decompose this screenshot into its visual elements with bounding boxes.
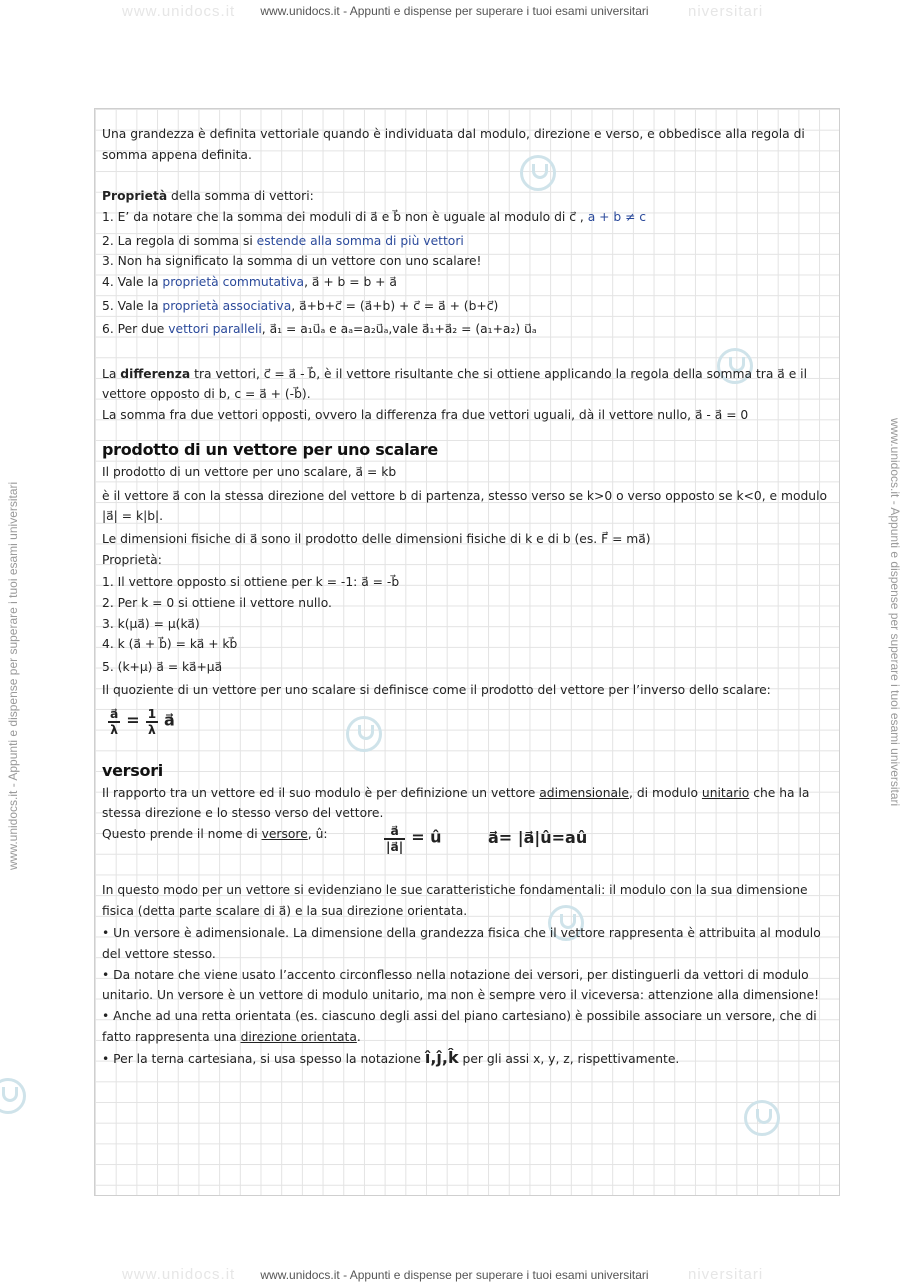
document-body [102,124,832,1069]
difference-paragraph: La differenza tra vettori, c⃗ = a⃗ - b⃗, è il vettore risultante che si ottiene applicando la regola della somma tra a⃗ e il vettore opposto di b, c = a⃗ + (-b⃗). [102,366,808,402]
sum-property-5: 5. Vale la proprietà associativa, a⃗+b+c⃗ = (a⃗+b) + c⃗ = a⃗ + (b+c⃗) [102,298,499,313]
sum-property-6: 6. Per due vettori paralleli, a⃗₁ = a₁u⃗ₐ e aₐ=a₂u⃗ₐ,vale a⃗₁+a⃗₂ = (a₁+a₂) u⃗ₐ [102,322,537,337]
side-watermark-right: www.unidocs.it - Appunti e dispense per superare i tuoi esami universitari [888,418,902,807]
scalar-product-line-1: Il prodotto di un vettore per uno scalare, a⃗ = kb [102,464,397,479]
sum-property-1: 1. E’ da notare che la somma dei moduli di a⃗ e b⃗ non è uguale al modulo di c⃗ , a + b ≠ c [102,209,647,224]
versor-bullet-4: • Per la terna cartesiana, si usa spesso la notazione î,ĵ,k̂ per gli assi x, y, z, rispettivamente. [102,1047,680,1067]
scalar-product-line-3: Le dimensioni fisiche di a⃗ sono il prodotto delle dimensioni fisiche di k e di b (es. F⃗ = ma⃗) [102,531,651,546]
versor-name-row: Questo prende il nome di versore, û: $\frac{a⃗}{|a⃗|}$ = û a⃗= |a⃗|û=aû [102,823,588,854]
versor-bullet-1: • Un versore è adimensionale. La dimensione della grandezza fisica che il vettore rappresenta è attribuita al modulo del vettore stesso. [102,926,821,962]
unidocs-logo-icon [744,1100,780,1136]
sum-properties-title: Proprietà della somma di vettori: [102,189,314,204]
ghost-watermark-bottom-right: niversitari [688,1266,764,1283]
versor-bullet-3: • Anche ad una retta orientata (es. ciascuno degli assi del piano cartesiano) è possibile associare un versore, che di fatto rappresenta una direzione orientata. [102,1009,817,1044]
ghost-watermark-right: niversitari [688,3,764,20]
section-heading-versors: versori [102,760,163,780]
versor-bullet-2: • Da notare che viene usato l’accento circonflesso nella notazione dei versori, per distinguerli da vettori di modulo unitario. Un versore è un vettore di modulo unitario, ma non è sempre vero il viceversa: attenzione alla dimensione! [102,967,820,1003]
quotient-formula: $\frac{a⃗}{\lambda}$ = $\frac{1}{\lambda}$ a⃗ [110,706,175,737]
scalar-prop-2: 2. Per k = 0 si ottiene il vettore nullo. [102,596,332,611]
header-watermark: www.unidocs.it - Appunti e dispense per superare i tuoi esami universitari [260,4,649,18]
scalar-prop-4: 4. k (a⃗ + b⃗) = ka⃗ + kb⃗ [102,637,238,652]
intro-paragraph: Una grandezza è definita vettoriale quando è individuata dal modulo, direzione e verso, e obbedisce alla regola di somma appena definita. [102,127,805,162]
side-watermark-left: www.unidocs.it - Appunti e dispense per superare i tuoi esami universitari [6,481,20,870]
ghost-watermark-bottom-left: www.unidocs.it [122,1266,236,1283]
scalar-prop-1: 1. Il vettore opposto si ottiene per k = -1: a⃗ = -b⃗ [102,575,400,590]
sum-property-4: 4. Vale la proprietà commutativa, a⃗ + b = b + a⃗ [102,274,397,289]
vector-decomposition-formula: a⃗= |a⃗|û=aû [488,827,588,847]
versors-definition: Il rapporto tra un vettore ed il suo modulo è per definizione un vettore adimensionale, di modulo unitario che ha la stessa direzione e lo stesso verso del vettore. [102,785,810,821]
versors-paragraph: In questo modo per un vettore si evidenziano le sue caratteristiche fondamentali: il modulo con la sua dimensione fisica (detta parte scalare di a⃗) e la sua direzione orientata. [102,882,808,918]
ghost-watermark-left: www.unidocs.it [122,3,236,20]
quotient-definition: Il quoziente di un vettore per uno scalare si definisce come il prodotto del vettore per l’inverso dello scalare: [102,682,771,697]
scalar-product-line-2: è il vettore a⃗ con la stessa direzione del vettore b di partenza, stesso verso se k>0 o verso opposto se k<0, e modulo |a⃗| = k|b|. [102,488,828,524]
footer-watermark: www.unidocs.it - Appunti e dispense per superare i tuoi esami universitari [260,1268,649,1282]
scalar-prop-5: 5. (k+μ) a⃗ = ka⃗+μa⃗ [102,660,223,675]
versor-formula: $\frac{a⃗}{|a⃗|}$ = û [386,823,442,854]
sum-property-2: 2. La regola di somma si estende alla somma di più vettori [102,233,464,248]
difference-null-vector: La somma fra due vettori opposti, ovvero la differenza fra due vettori uguali, dà il vettore nullo, a⃗ - a⃗ = 0 [102,408,749,423]
sum-property-3: 3. Non ha significato la somma di un vettore con uno scalare! [102,254,482,269]
scalar-product-props-title: Proprietà: [102,552,162,567]
scalar-prop-3: 3. k(μa⃗) = μ(ka⃗) [102,616,200,631]
section-heading-scalar-product: prodotto di un vettore per uno scalare [102,439,438,459]
unidocs-logo-icon [0,1078,26,1114]
